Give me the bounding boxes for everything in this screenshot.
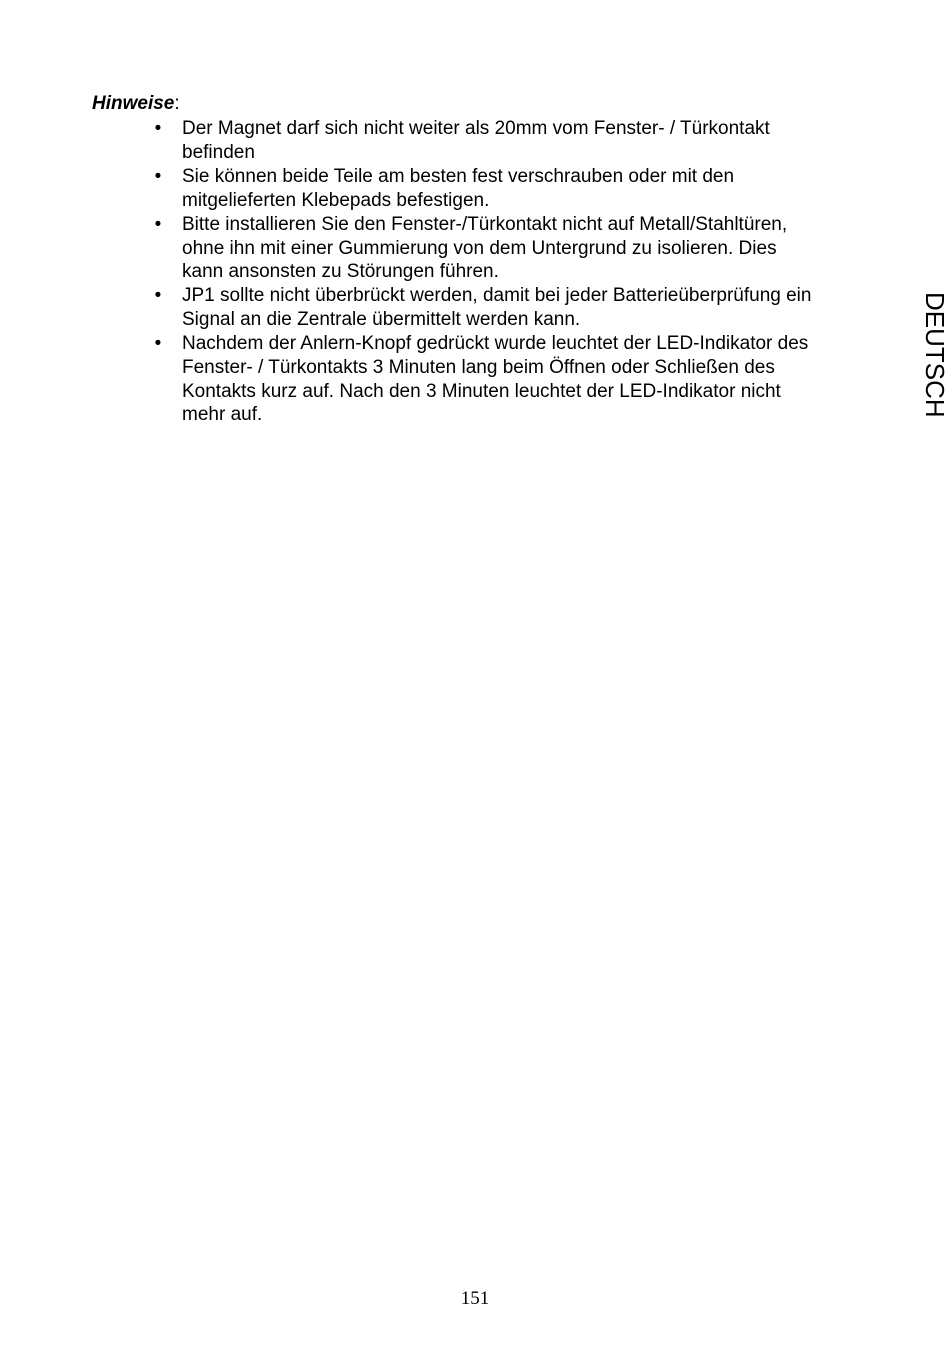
language-side-tab: [920, 292, 950, 426]
list-item-line: Der Magnet darf sich nicht weiter als 20mm vom Fenster- / Türkontakt: [182, 118, 770, 139]
list-item: [152, 332, 872, 427]
list-item-line: Nachdem der Anlern-Knopf gedrückt wurde leuchtet der LED-Indikator des: [182, 333, 809, 355]
notes-heading-label: Hinweise: [92, 93, 175, 114]
list-item: [152, 213, 872, 284]
bullet-icon: •: [154, 285, 162, 307]
list-item-line: kann ansonsten zu Störungen führen.: [182, 261, 499, 283]
list-item: [152, 165, 872, 212]
list-item-line: mitgelieferten Klebepads befestigen.: [182, 189, 490, 211]
bullet-icon: •: [154, 333, 162, 355]
list-item-line: Bitte installieren Sie den Fenster-/Türkontakt nicht auf Metall/Stahltüren,: [182, 213, 788, 235]
list-item-line: ohne ihn mit einer Gummierung von dem Untergrund zu isolieren. Dies: [182, 237, 777, 259]
notes-list: [152, 117, 872, 428]
notes-heading-colon: :: [174, 93, 180, 114]
list-item-line: Sie können beide Teile am besten fest verschrauben oder mit den: [182, 165, 735, 187]
bullet-icon: •: [154, 213, 162, 235]
list-item: [152, 284, 872, 331]
list-item-line: Kontakts kurz auf. Nach den 3 Minuten leuchtet der LED-Indikator nicht: [182, 380, 781, 402]
page-number: 151: [460, 1288, 490, 1309]
bullet-icon: •: [154, 165, 162, 187]
list-item-line: mehr auf.: [182, 404, 263, 426]
list-item-line: befinden: [182, 141, 255, 163]
notes-heading: [92, 92, 180, 116]
list-item-line: Signal an die Zentrale übermittelt werden kann.: [182, 309, 581, 331]
list-item-line: Fenster- / Türkontakts 3 Minuten lang beim Öffnen oder Schließen des: [182, 357, 775, 379]
list-item-line: JP1 sollte nicht überbrückt werden, damit bei jeder Batterieüberprüfung ein: [182, 285, 812, 307]
bullet-icon: •: [154, 118, 162, 139]
language-tab-label: DEUTSCH: [920, 292, 950, 418]
list-item: [152, 117, 872, 164]
